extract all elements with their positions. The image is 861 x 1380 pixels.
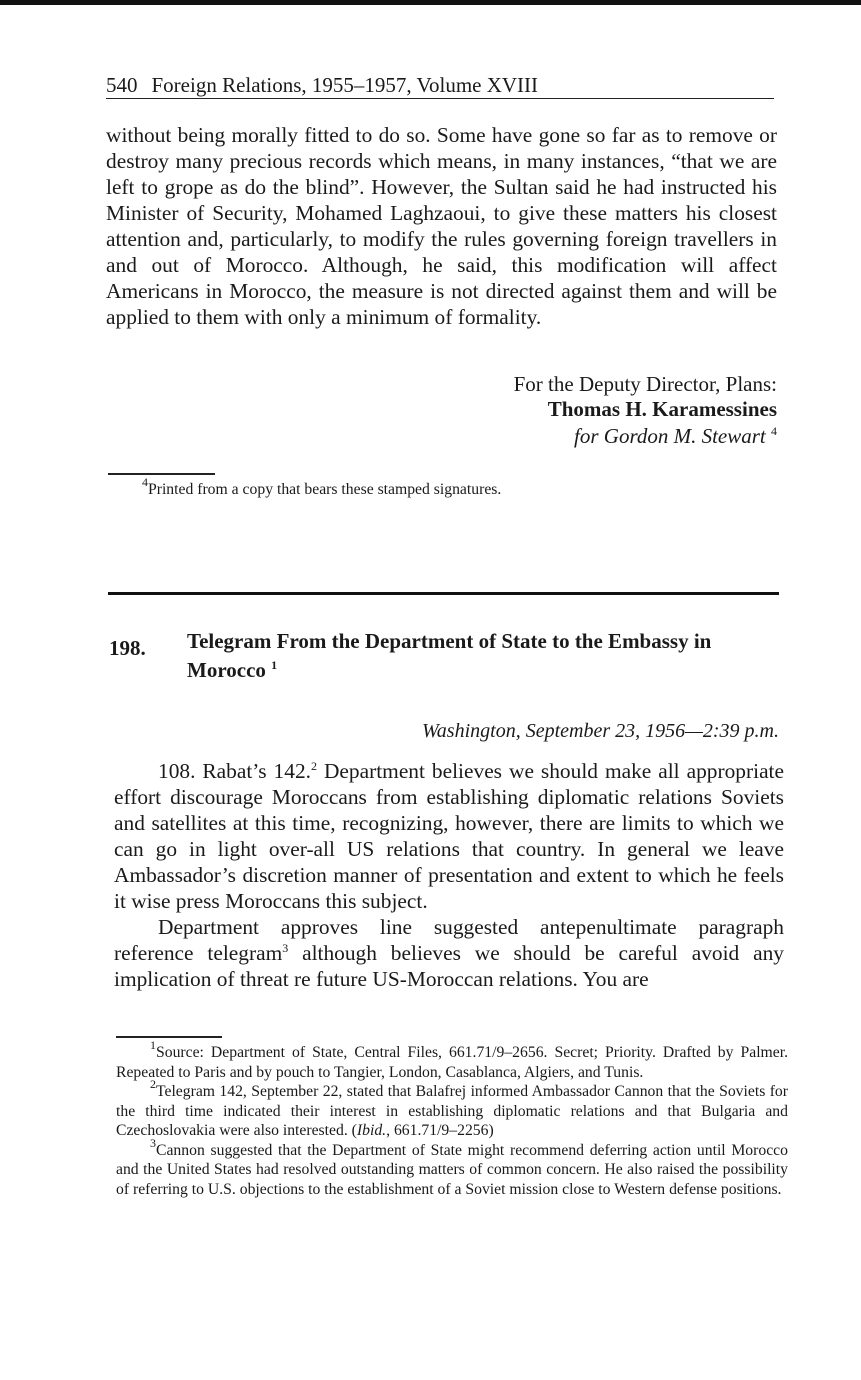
footnote-4: [108, 475, 778, 500]
footnote-rule: [108, 473, 215, 475]
running-head: [106, 72, 774, 99]
section-divider: [108, 592, 779, 595]
footnote-ref: 4: [771, 424, 777, 438]
para2-rest: although believes we should be careful avoid any implication of threat re future US-Moroccan relations. You are: [114, 941, 784, 991]
continued-paragraph: [106, 122, 777, 330]
footnote-3: [116, 1135, 788, 1200]
footnote-2-marker: 2: [150, 1077, 156, 1091]
signature-for-person: [574, 424, 777, 449]
footnotes-block: [116, 1038, 788, 1199]
footnote-2-ibid: Ibid.: [356, 1122, 387, 1139]
paragraph-text: without being morally fitted to do so. Some have gone so far as to remove or destroy many precious records which means, in many instances, “that we are left to grope as do the blind”. However, the Sultan said he had instructed his Minister of Security, Mohamed Laghzaoui, to give these matters his closest attention and, particularly, to modify the rules governing foreign travellers in and out of Morocco. Although, he said, this modification will affect Americans in Morocco, the measure is not directed against them and will be applied to them with only a minimum of formality.: [106, 123, 777, 329]
para2-start: Department approves line suggested antepenultimate paragraph reference telegram: [114, 915, 784, 965]
signature-for-line: For the Deputy Director, Plans:: [513, 372, 777, 396]
para1-start: 108. Rabat’s 142.: [158, 759, 311, 783]
para1-footnote-ref: 2: [311, 759, 317, 773]
footnote-3-text: Cannon suggested that the Department of State might recommend deferring action until Morocco and the United States had resolved outstanding matters of common concern. He also raised the possibility of referring to U.S. objections to the establishment of a Soviet mission close to Western defense positions.: [116, 1141, 788, 1198]
document-number: 198.: [109, 636, 146, 660]
para1-rest: Department believes we should make all appropriate effort discourage Moroccans from establishing diplomatic relations Soviets and satellites at this time, recognizing, however, there are limits to which we can go in light over-all US relations that country. In general we leave Ambassador’s discretion manner of presentation and extent to which he feels it wise press Moroccans this subject.: [114, 759, 784, 913]
telegram-body: [114, 758, 784, 992]
document-title: [187, 627, 777, 685]
running-title: Foreign Relations, 1955–1957, Volume XVIII: [151, 73, 539, 97]
para2-footnote-ref: 3: [282, 941, 289, 955]
telegram-paragraph-1: [114, 758, 784, 914]
page-top-border: [0, 0, 861, 5]
footnote-rule-2: [116, 1036, 222, 1038]
document-title-text: Telegram From the Department of State to the Embassy in Morocco: [187, 629, 712, 682]
footnote-2: [116, 1077, 788, 1141]
footnote-text: Printed from a copy that bears these stamped signatures.: [148, 481, 502, 498]
footnote-2-text-end: , 661.71/9–2256): [386, 1122, 494, 1139]
dateline: Washington, September 23, 1956—2:39 p.m.: [421, 720, 779, 742]
footnote-1-text: Source: Department of State, Central Files, 661.71/9–2656. Secret; Priority. Drafted by Palmer. Repeated to Paris and by pouch to Tangier, London, Casablanca, Algiers, and Tunis.: [116, 1044, 788, 1081]
footnote-marker: 4: [142, 475, 148, 489]
footnote-2-text: Telegram 142, September 22, stated that Balafrej informed Ambassador Cannon that the Soviets for the third time indicated their interest in establishing diplomatic relations and that Bulgaria and Czechoslovakia were also interested. (: [116, 1083, 788, 1139]
telegram-paragraph-2: [114, 914, 784, 992]
footnote-3-marker: 3: [150, 1135, 156, 1150]
for-person-text: for Gordon M. Stewart: [574, 424, 766, 448]
page-number: 540: [106, 73, 138, 97]
footnote-1: [116, 1038, 788, 1082]
footnote-1-marker: 1: [150, 1038, 156, 1052]
title-footnote-ref: 1: [271, 658, 278, 672]
signature-name: Thomas H. Karamessines: [547, 397, 777, 421]
